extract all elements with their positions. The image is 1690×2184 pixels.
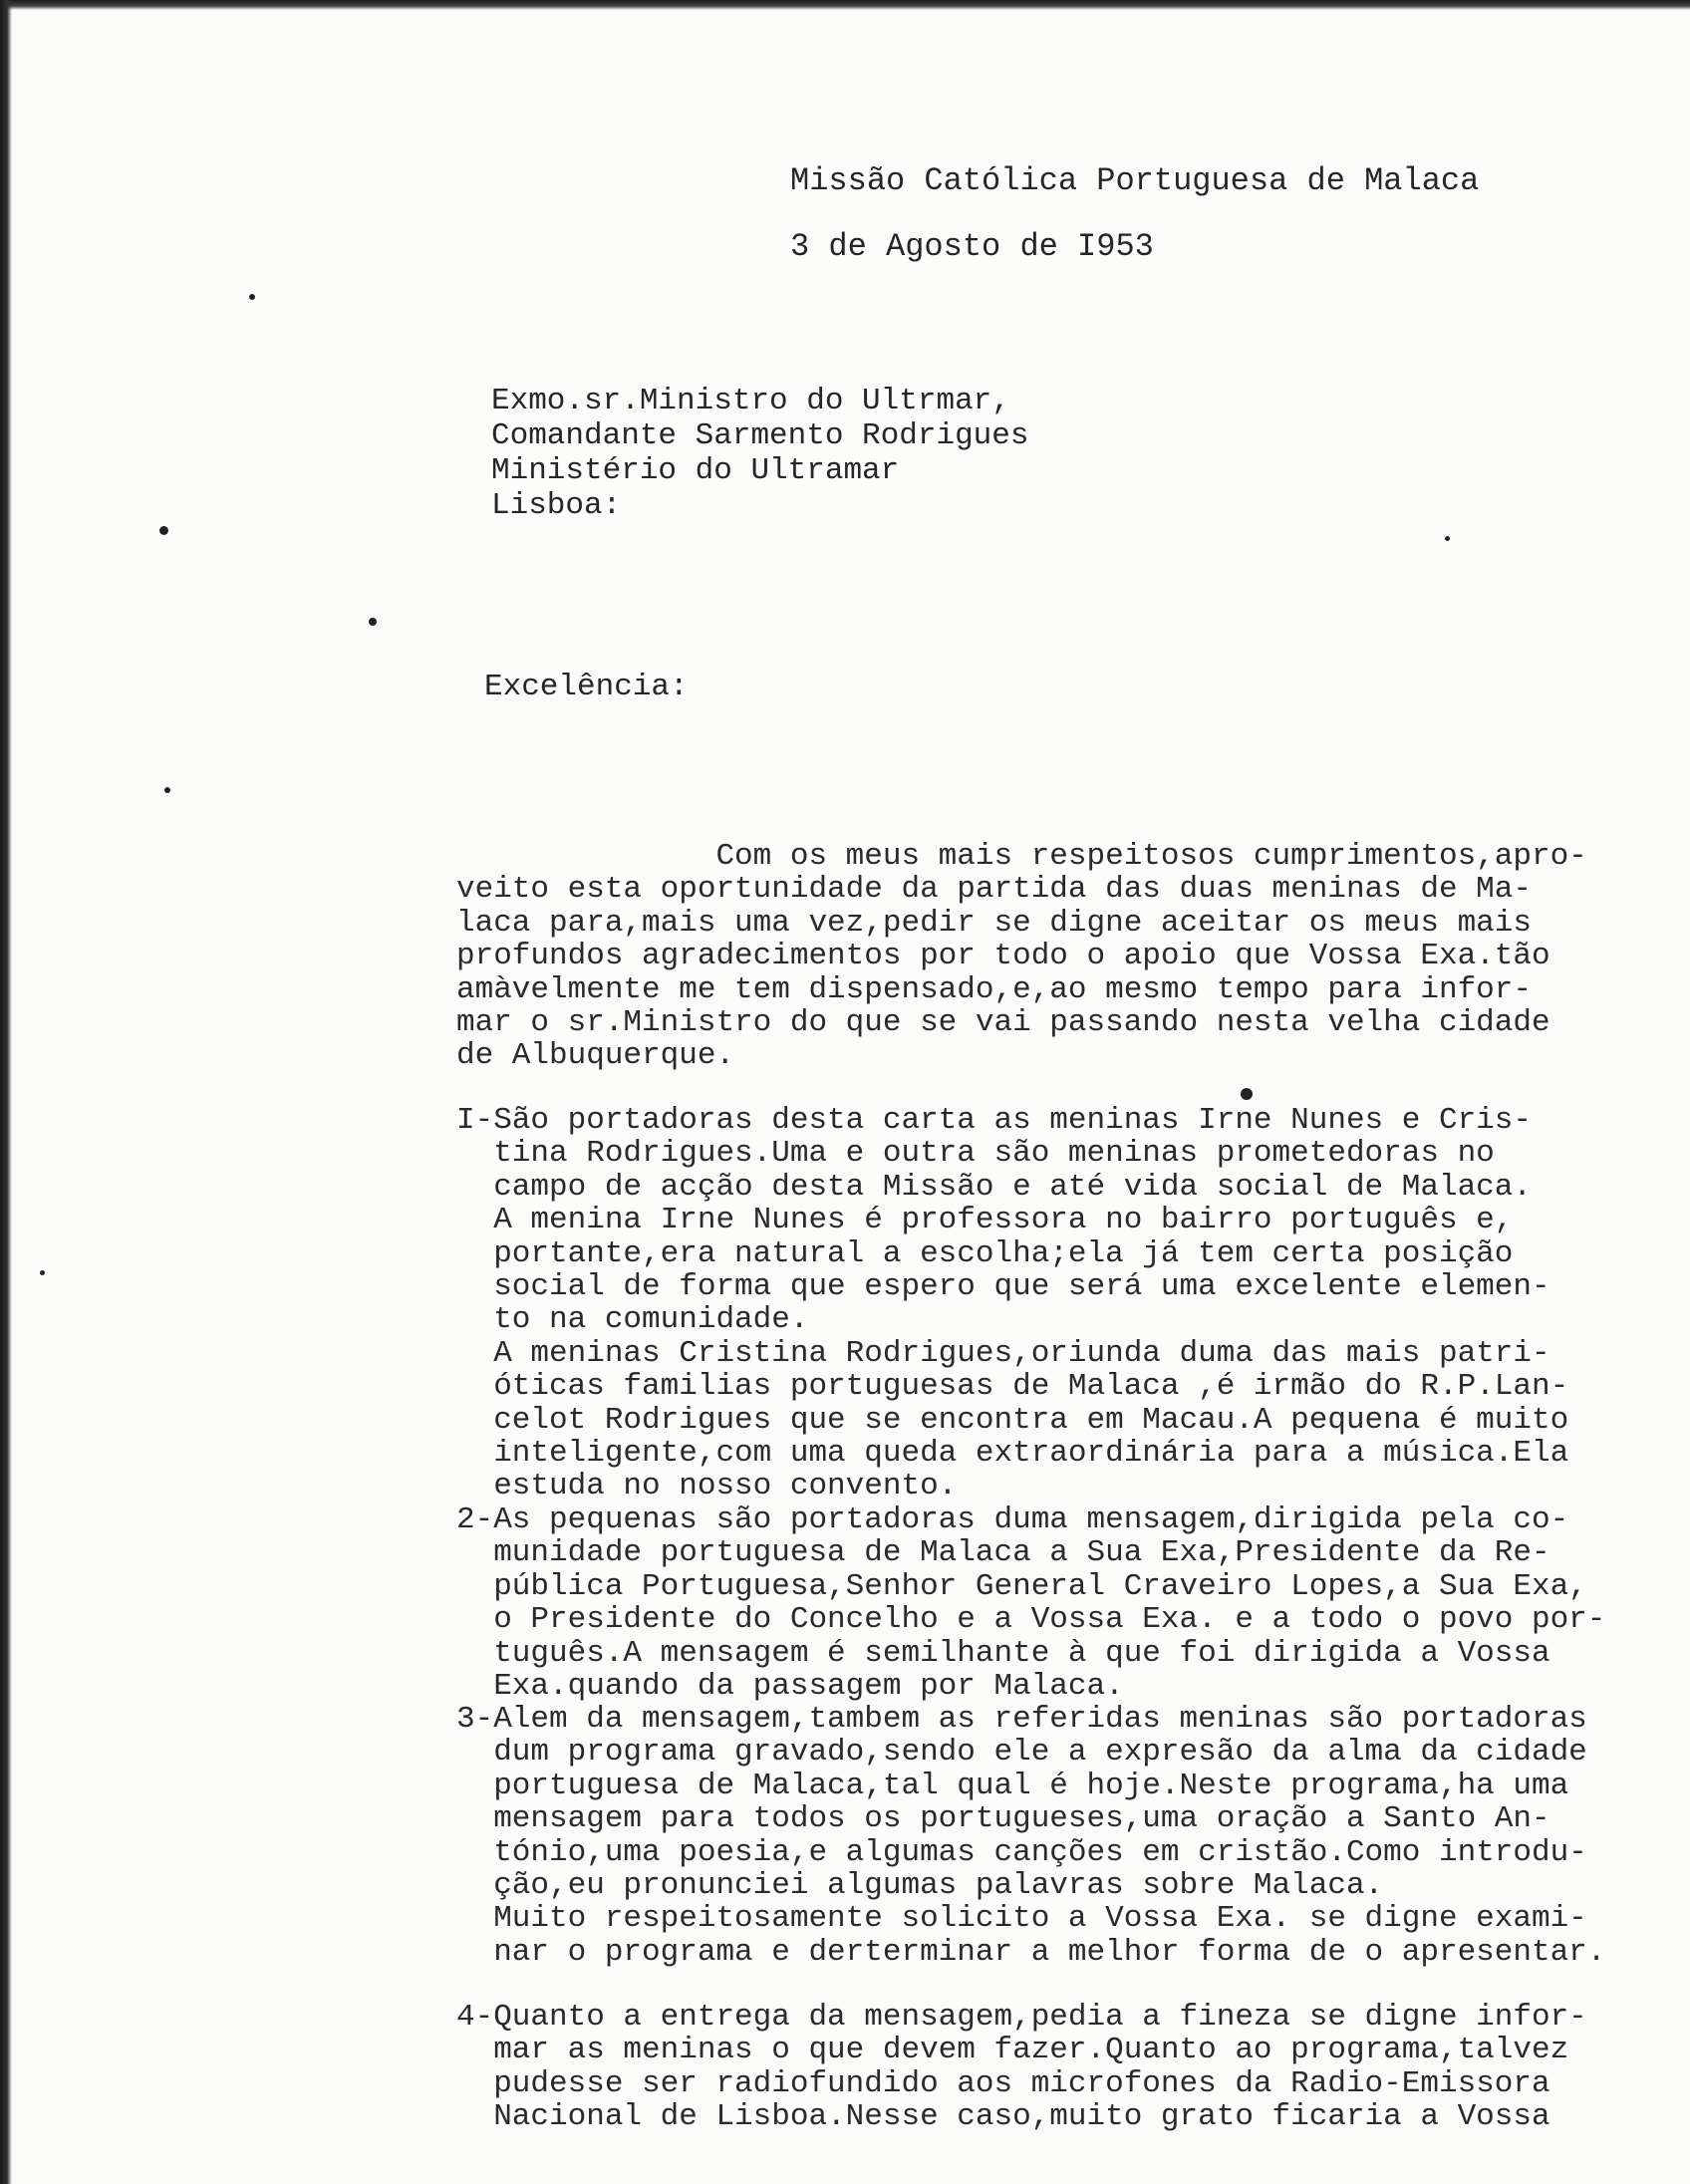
item-line: celot Rodrigues que se encontra em Macau.A pequena é muito [456, 1402, 1569, 1438]
item-line: portuguesa de Malaca,tal qual é hoje.Neste programa,ha uma [456, 1768, 1569, 1803]
scan-speck [164, 787, 170, 793]
paragraph-line: amàvelmente me tem dispensado,e,ao mesmo tempo para infor- [456, 971, 1532, 1007]
scan-speck [1445, 536, 1450, 541]
item-line: inteligente,com uma queda extraordinária para a música.Ela [456, 1436, 1569, 1472]
item-line: 3-Alem da mensagem,tambem as referidas meninas são portadoras [456, 1702, 1587, 1737]
item-line: dum programa gravado,sendo ele a expresão da alma da cidade [456, 1735, 1587, 1771]
item-line: pudesse ser radiofundido aos microfones da Radio-Emissora [456, 2065, 1550, 2101]
scan-edge-top [0, 0, 1690, 10]
item-line: social de forma que espero que será uma excelente elemen- [456, 1269, 1550, 1305]
scan-edge-left [0, 0, 12, 2184]
salutation: Excelência: [484, 670, 689, 704]
numbered-item-1 [456, 1104, 1672, 1503]
sender-line: Missão Católica Portuguesa de Malaca [790, 162, 1480, 199]
item-line: 4-Quanto a entrega da mensagem,pedia a fineza se digne infor- [456, 2000, 1587, 2035]
address-line: Ministério do Ultramar [491, 453, 900, 488]
numbered-item-2 [456, 1503, 1672, 1703]
paragraph-line: laca para,mais uma vez,pedir se digne aceitar os meus mais [456, 905, 1532, 941]
item-line: pública Portuguesa,Senhor General Craveiro Lopes,a Sua Exa, [456, 1568, 1587, 1604]
item-line: campo de acção desta Missão e até vida social de Malaca. [456, 1169, 1532, 1205]
item-line: I-São portadoras desta carta as meninas Irne Nunes e Cris- [456, 1103, 1532, 1138]
item-line: o Presidente do Concelho e a Vossa Exa. e a todo o povo por- [456, 1602, 1606, 1638]
numbered-item-4 [456, 2001, 1672, 2134]
item-line: A meninas Cristina Rodrigues,oriunda duma das mais patri- [456, 1335, 1550, 1371]
letter-date: 3 de Agosto de I953 [790, 228, 1154, 265]
item-line: Nacional de Lisboa.Nesse caso,muito grato ficaria a Vossa [456, 2099, 1550, 2135]
paragraph-line: de Albuquerque. [456, 1038, 735, 1074]
address-line: Exmo.sr.Ministro do Ultrmar, [491, 384, 1010, 418]
item-line: tónio,uma poesia,e algumas canções em cristão.Como introdu- [456, 1834, 1587, 1870]
item-line: munidade portuguesa de Malaca a Sua Exa,Presidente da Re- [456, 1535, 1550, 1571]
scan-speck [1241, 1088, 1253, 1100]
item-line: Muito respeitosamente solicito a Vossa Exa. se digne exami- [456, 1901, 1587, 1937]
item-line: 2-As pequenas são portadoras duma mensagem,dirigida pela co- [456, 1502, 1569, 1537]
item-line: mar as meninas o que devem fazer.Quanto ao programa,talvez [456, 2033, 1569, 2068]
paragraph-line: profundos agradecimentos por todo o apoio que Vossa Exa.tão [456, 939, 1550, 974]
item-line: to na comunidade. [456, 1302, 809, 1338]
scan-speck [249, 294, 255, 300]
paragraph-line: Com os meus mais respeitosos cumprimentos,apro- [456, 839, 1587, 874]
item-line: nar o programa e derterminar a melhor forma de o apresentar. [456, 1934, 1606, 1970]
intro-paragraph [456, 840, 1672, 1073]
address-line: Lisboa: [491, 488, 622, 523]
item-line: óticas familias portuguesas de Malaca ,é irmão do R.P.Lan- [456, 1369, 1569, 1405]
paragraph-line: veito esta oportunidade da partida das duas meninas de Ma- [456, 872, 1532, 908]
scan-speck [159, 526, 168, 535]
scan-speck [40, 1270, 45, 1275]
scan-speck [369, 618, 377, 626]
item-line: mensagem para todos os portugueses,uma oração a Santo An- [456, 1801, 1550, 1837]
paragraph-line: mar o sr.Ministro do que se vai passando nesta velha cidade [456, 1005, 1550, 1041]
item-line: tina Rodrigues.Uma e outra são meninas prometedoras no [456, 1136, 1495, 1172]
numbered-item-3 [456, 1703, 1672, 1969]
item-line: Exa.quando da passagem por Malaca. [456, 1669, 1124, 1705]
item-line: tuguês.A mensagem é semilhante à que foi dirigida a Vossa [456, 1635, 1550, 1671]
item-line: portante,era natural a escolha;ela já tem certa posição [456, 1235, 1514, 1271]
address-line: Comandante Sarmento Rodrigues [491, 418, 1029, 453]
item-line: A menina Irne Nunes é professora no bairro português e, [456, 1203, 1514, 1238]
item-line: ção,eu pronunciei algumas palavras sobre Malaca. [456, 1868, 1384, 1904]
item-line: estuda no nosso convento. [456, 1469, 958, 1504]
